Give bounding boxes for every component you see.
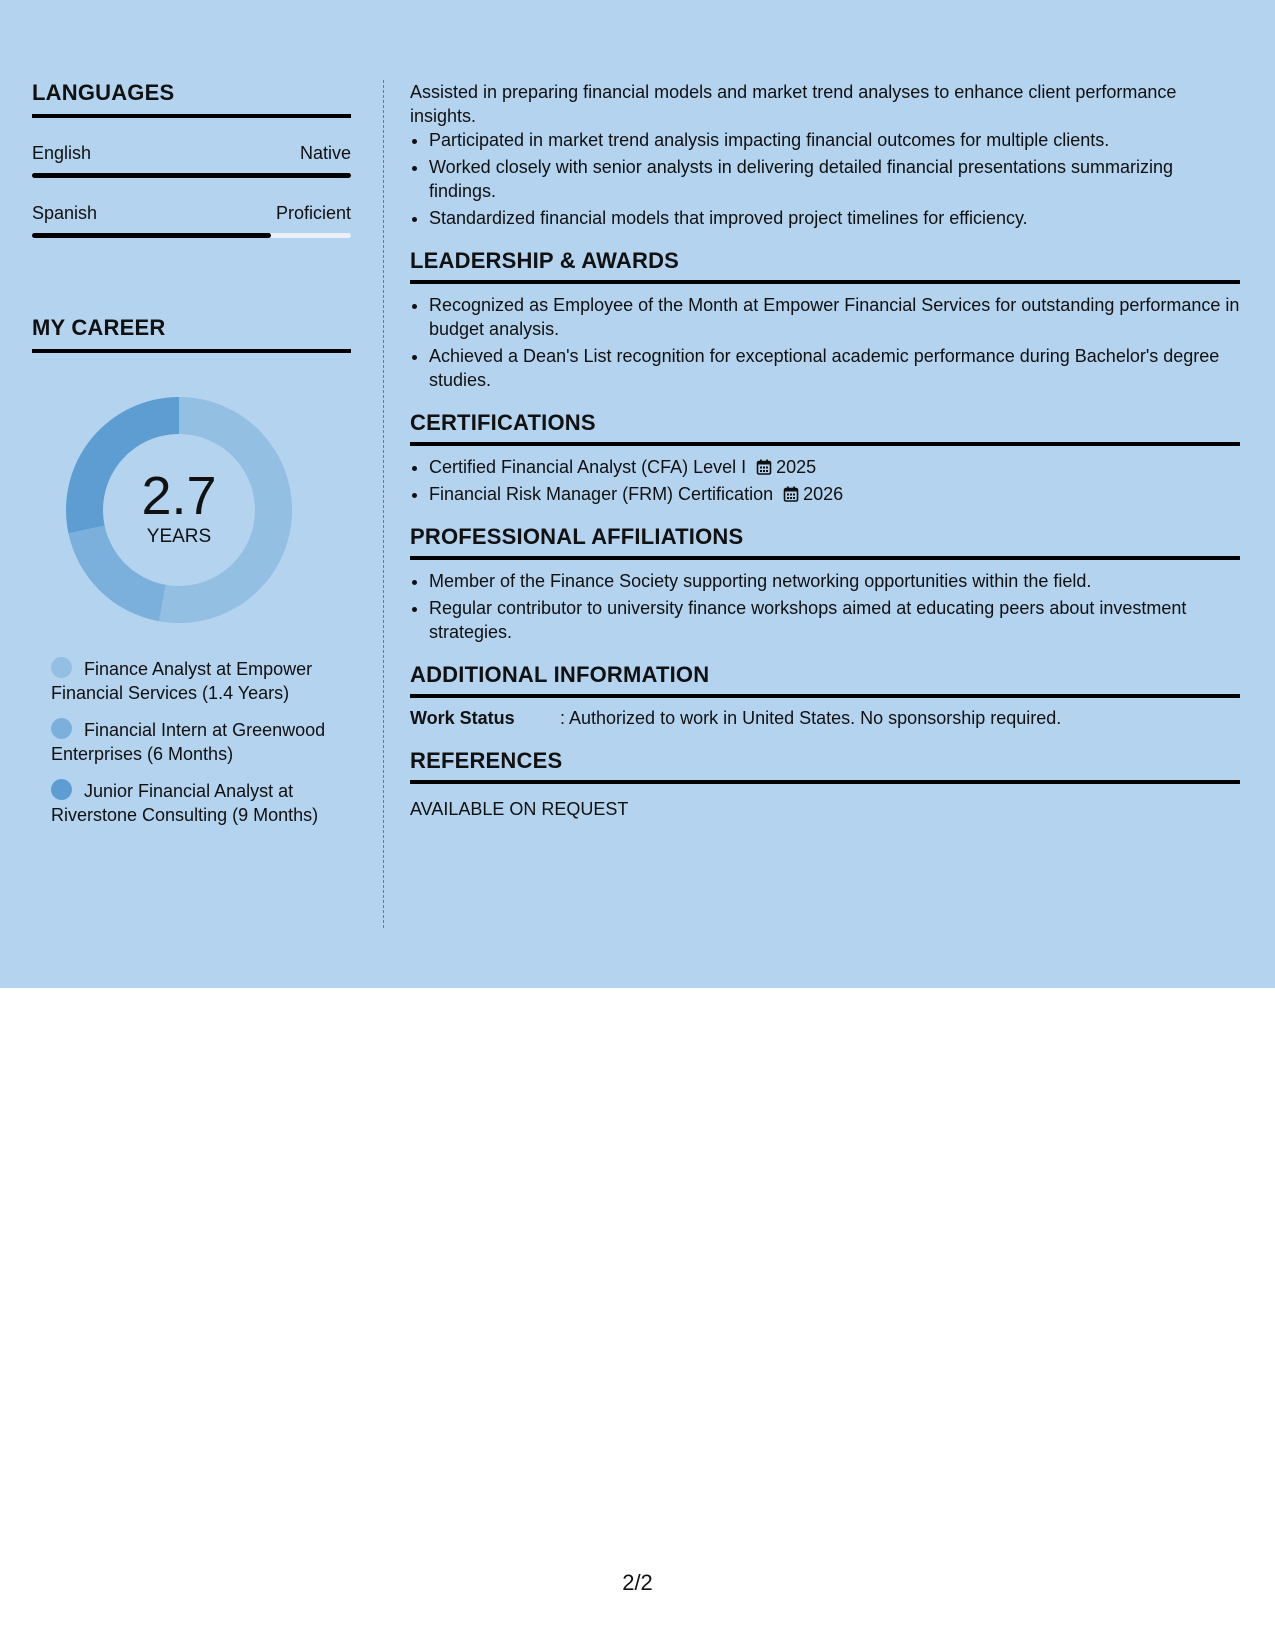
list-item: • Regular contributor to university finance workshops aimed at educating peers about investment strategies.: [429, 596, 1240, 644]
column-divider: [383, 80, 384, 928]
career-donut-chart: [66, 397, 292, 623]
list-item: [429, 482, 1240, 506]
language-row-spanish: [32, 202, 351, 224]
certification-name: Financial Risk Manager (FRM) Certification: [429, 484, 774, 504]
legend-dot: [51, 779, 72, 800]
experience-intro: Assisted in preparing financial models and market trend analyses to enhance client performance insights.: [410, 82, 1177, 126]
language-bar-english: [32, 173, 351, 178]
work-status-label: Work Status: [410, 708, 515, 728]
leadership-list: [410, 293, 1240, 392]
language-level: Native: [299, 143, 351, 163]
leadership-title: LEADERSHIP & AWARDS: [410, 248, 1240, 284]
career-total-value: 2.7: [141, 466, 217, 526]
language-name: Spanish: [32, 203, 98, 223]
list-item: • Participated in market trend analysis impacting financial outcomes for multiple clients.: [429, 128, 1240, 152]
career-legend: [51, 657, 351, 827]
language-bar-fill: [32, 173, 351, 178]
legend-dot: [51, 718, 72, 739]
donut-center: [66, 397, 292, 623]
language-level: Proficient: [275, 203, 351, 223]
references-text: AVAILABLE ON REQUEST: [410, 799, 629, 819]
legend-label: Financial Intern at Greenwood Enterprises (6 Months): [51, 720, 326, 764]
legend-item: [51, 718, 331, 766]
work-status-row: [410, 706, 1240, 730]
career-title: MY CAREER: [32, 315, 351, 353]
certification-year: 2025: [776, 457, 817, 477]
work-status-value: : Authorized to work in United States. No sponsorship required.: [560, 708, 1062, 728]
legend-label: Finance Analyst at Empower Financial Services (1.4 Years): [51, 659, 313, 703]
language-row-english: [32, 142, 351, 164]
certification-year: 2026: [803, 484, 844, 504]
legend-label: Junior Financial Analyst at Riverstone Consulting (9 Months): [51, 781, 319, 825]
certifications-title: CERTIFICATIONS: [410, 410, 1240, 446]
right-column: [410, 80, 1240, 821]
list-item: [429, 455, 1240, 479]
legend-item: [51, 779, 331, 827]
certification-name: Certified Financial Analyst (CFA) Level I: [429, 457, 747, 477]
list-item: • Achieved a Dean's List recognition for exceptional academic performance during Bachelor's degree studies.: [429, 344, 1240, 392]
list-item: • Worked closely with senior analysts in delivering detailed financial presentations summarizing findings.: [429, 155, 1240, 203]
list-item: • Recognized as Employee of the Month at Empower Financial Services for outstanding performance in budget analysis.: [429, 293, 1240, 341]
list-item: • Standardized financial models that improved project timelines for efficiency.: [429, 206, 1240, 230]
legend-item: [51, 657, 331, 705]
references-title: REFERENCES: [410, 748, 1240, 784]
experience-list: [410, 128, 1240, 230]
certifications-list: [410, 455, 1240, 506]
affiliations-title: PROFESSIONAL AFFILIATIONS: [410, 524, 1240, 560]
left-column: [32, 80, 351, 840]
legend-dot: [51, 657, 72, 678]
additional-info-title: ADDITIONAL INFORMATION: [410, 662, 1240, 698]
list-item: • Member of the Finance Society supporting networking opportunities within the field.: [429, 569, 1240, 593]
calendar-icon: [783, 486, 799, 502]
career-total-unit: YEARS: [146, 526, 212, 547]
affiliations-list: [410, 569, 1240, 644]
page-number: 2/2: [622, 1570, 653, 1595]
language-bar-spanish: [32, 233, 351, 238]
calendar-icon: [756, 459, 772, 475]
language-name: English: [32, 143, 92, 163]
languages-title: LANGUAGES: [32, 80, 351, 118]
language-bar-fill: [32, 233, 271, 238]
